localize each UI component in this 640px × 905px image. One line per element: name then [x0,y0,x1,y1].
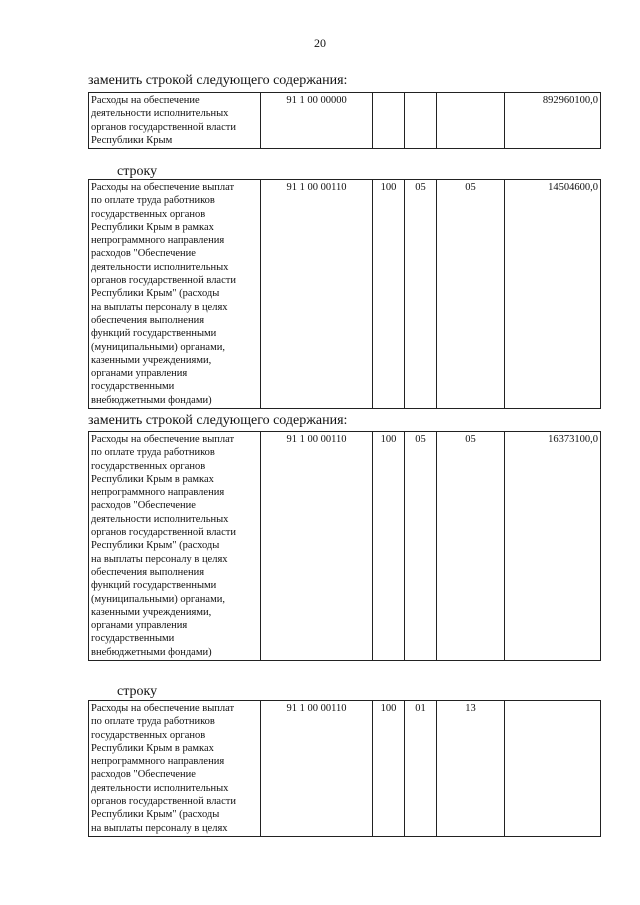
vr-cell: 100 [373,180,405,409]
description-line: (муниципальными) органами, [91,341,225,353]
vr-cell: 100 [373,432,405,661]
table-row [89,701,601,837]
description-line: деятельности исполнительных [91,513,229,525]
description-line: на выплаты персоналу в целях [91,301,228,313]
description-line: функций государственными [91,328,217,340]
amount-cell [505,701,601,837]
description-line: внебюджетными фондами) [91,646,212,658]
description-line: Расходы на обеспечение [91,95,200,106]
vr-cell: 100 [373,701,405,837]
description-line: функций государственными [91,580,217,592]
description-line: Республики Крым" (расходы [91,809,220,821]
description-line: органов государственной власти [91,527,236,539]
description-line: обеспечения выполнения [91,566,205,578]
description-line: государственными [91,633,175,645]
description-line: государственными [91,381,175,393]
rz-cell: 05 [405,180,437,409]
rz-cell: 05 [405,432,437,661]
description-line: непрограммного направления [91,235,225,247]
description-line: деятельности исполнительных [91,782,229,794]
vr-cell [373,93,405,149]
caption-replace-2: заменить строкой следующего содержания: [88,413,348,428]
description-line: расходов "Обеспечение [91,248,196,260]
table-row [89,432,601,661]
description-line: расходов "Обеспечение [91,500,196,512]
code-cell: 91 1 00 00110 [261,432,373,661]
pr-cell [437,93,505,149]
description-line: непрограммного направления [91,756,225,768]
desc-cell [89,93,261,149]
description-line: непрограммного направления [91,487,225,499]
desc-cell [89,432,261,661]
description-line: казенными учреждениями, [91,354,212,366]
description-line: органов государственной власти [91,275,236,287]
description-line: государственных органов [91,460,206,472]
description-line: Расходы на обеспечение выплат [91,434,235,445]
description-line: органами управления [91,620,188,632]
rz-cell [405,93,437,149]
pr-cell: 05 [437,180,505,409]
table-row [89,93,601,149]
description-line: казенными учреждениями, [91,606,212,618]
code-cell: 91 1 00 00000 [261,93,373,149]
description-line: Республики Крым" (расходы [91,540,220,552]
description-line: Республики Крым [91,134,173,146]
description-line: (муниципальными) органами, [91,593,225,605]
description-line: Республики Крым" (расходы [91,288,220,300]
amount-cell: 14504600,0 [505,180,601,409]
description-line: Расходы на обеспечение выплат [91,703,235,714]
description-line: на выплаты персоналу в целях [91,822,228,834]
budget-table-2 [88,179,601,409]
description-line: органов государственной власти [91,796,236,808]
description-line: органами управления [91,368,188,380]
description-line: деятельности исполнительных [91,108,229,120]
description-line: органов государственной власти [91,121,236,133]
description-line: по оплате труда работников [91,447,215,459]
description-line: обеспечения выполнения [91,314,205,326]
description-line: по оплате труда работников [91,716,215,728]
desc-cell [89,701,261,837]
description-line: Республики Крым в рамках [91,221,214,233]
description-line: на выплаты персоналу в целях [91,553,228,565]
description-line: Республики Крым в рамках [91,742,214,754]
caption-row-1: строку [117,164,158,179]
caption-replace-1: заменить строкой следующего содержания: [88,73,348,88]
description-line: расходов "Обеспечение [91,769,196,781]
amount-cell: 16373100,0 [505,432,601,661]
page-number: 20 [314,36,326,50]
desc-cell [89,180,261,409]
description-line: внебюджетными фондами) [91,394,212,406]
code-cell: 91 1 00 00110 [261,180,373,409]
description-line: государственных органов [91,729,206,741]
pr-cell: 13 [437,701,505,837]
description-line: Республики Крым в рамках [91,473,214,485]
amount-cell: 892960100,0 [505,93,601,149]
table-row [89,180,601,409]
description-line: деятельности исполнительных [91,261,229,273]
budget-table-4 [88,700,601,837]
caption-row-2: строку [117,684,158,699]
budget-table-3 [88,431,601,661]
description-line: по оплате труда работников [91,195,215,207]
code-cell: 91 1 00 00110 [261,701,373,837]
budget-table-1 [88,92,601,149]
description-line: государственных органов [91,208,206,220]
rz-cell: 01 [405,701,437,837]
description-line: Расходы на обеспечение выплат [91,182,235,193]
pr-cell: 05 [437,432,505,661]
